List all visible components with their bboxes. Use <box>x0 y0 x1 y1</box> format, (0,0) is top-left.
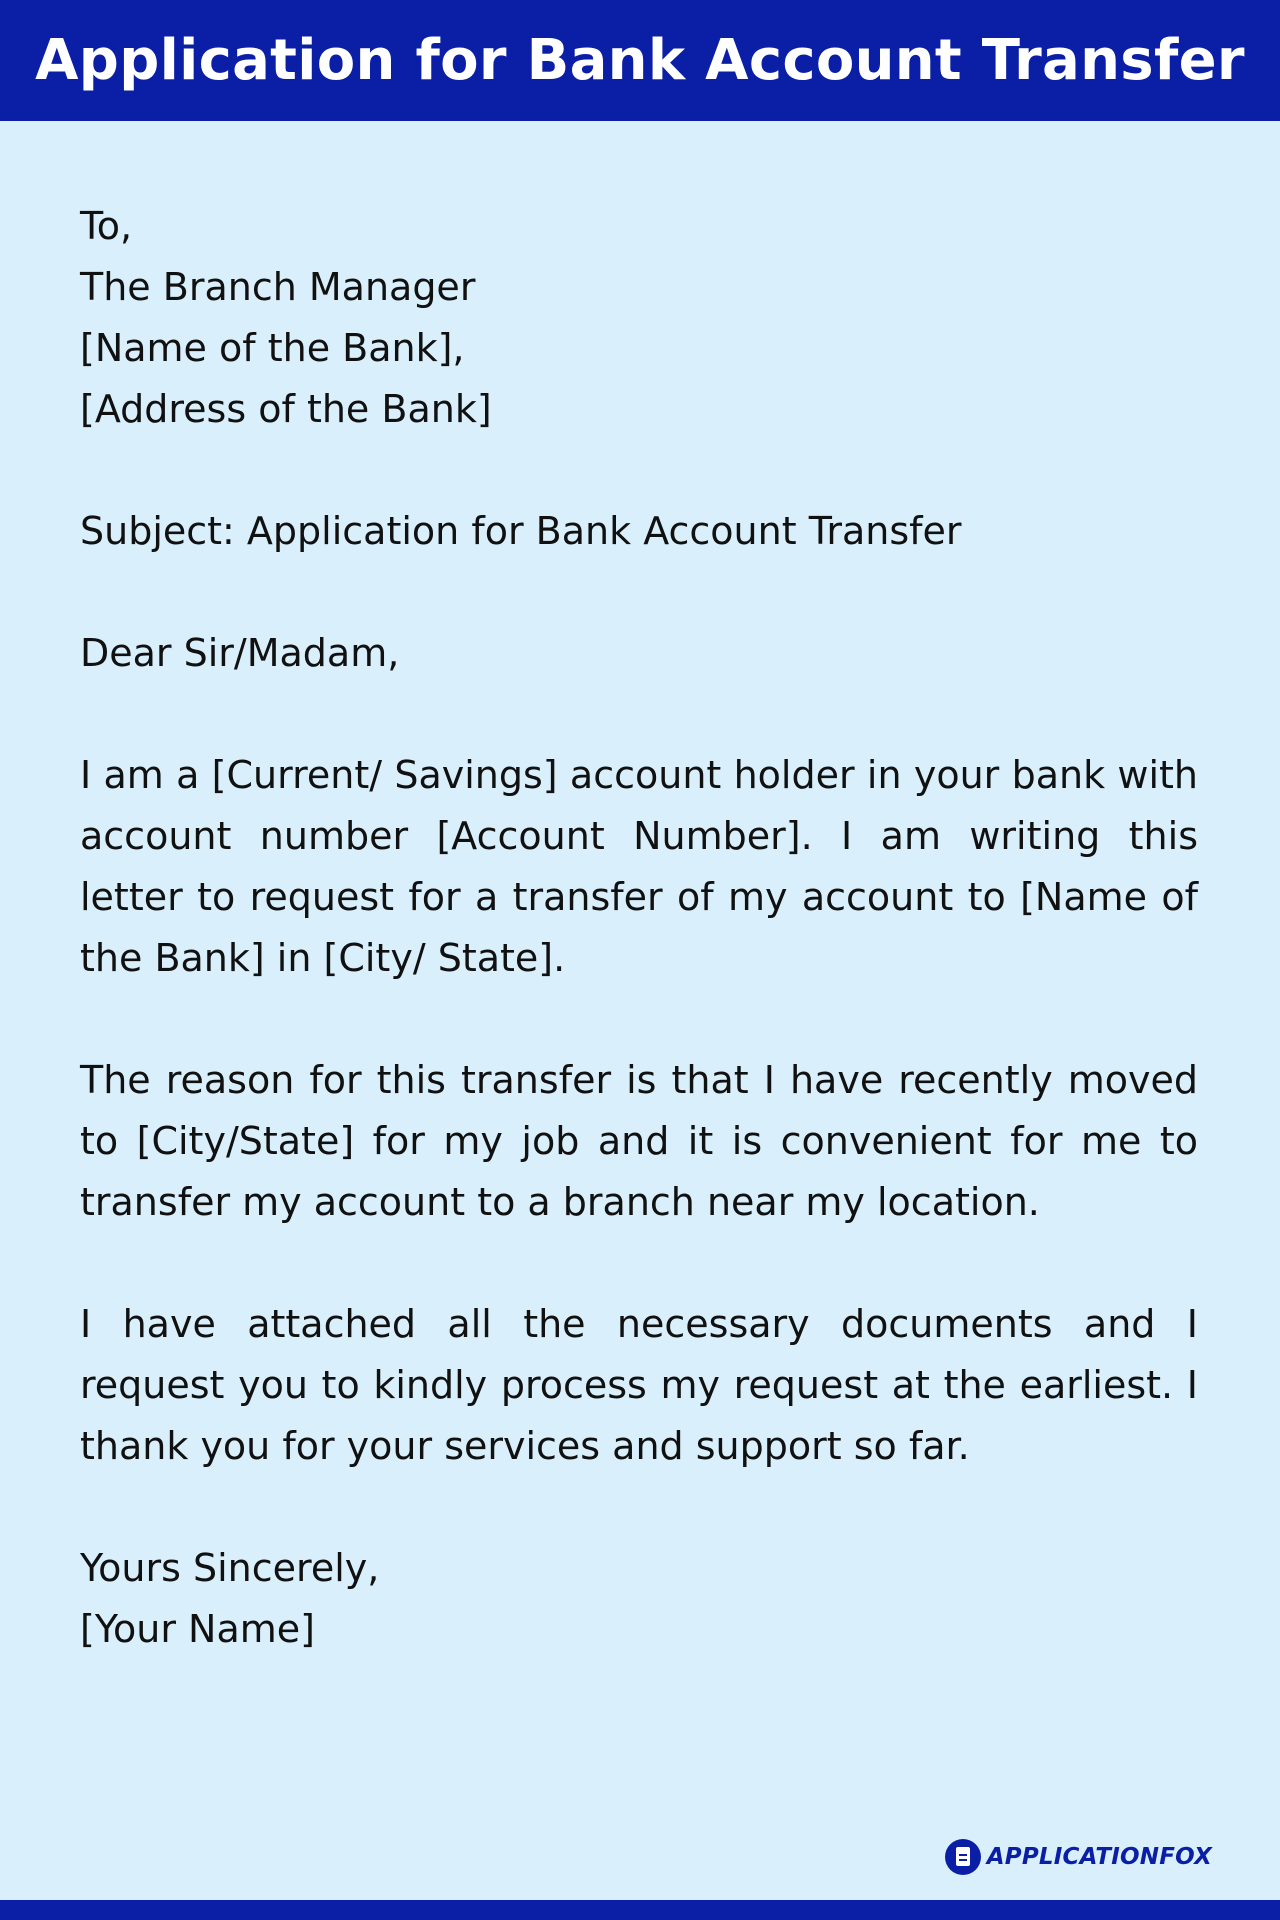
page-title: Application for Bank Account Transfer <box>35 28 1245 93</box>
letter-to: To, <box>80 204 133 248</box>
footer-bar <box>0 1900 1280 1920</box>
letter-paragraph-3: I have attached all the necessary documents and I request you to kindly process my request at the earliest. I thank you for your services and support so far. <box>80 1302 1198 1468</box>
letter-body <box>80 196 1198 1660</box>
header-banner <box>0 0 1280 121</box>
brand-logo <box>945 1837 1212 1877</box>
document-icon <box>945 1839 981 1875</box>
brand-logo-text: APPLICATIONFOX <box>986 1844 1212 1870</box>
letter-signature: [Your Name] <box>80 1607 315 1651</box>
letter-salutation: Dear Sir/Madam, <box>80 631 400 675</box>
letter-closing: Yours Sincerely, <box>80 1546 380 1590</box>
letter-subject: Subject: Application for Bank Account Transfer <box>80 509 962 553</box>
letter-bank-name: [Name of the Bank], <box>80 326 465 370</box>
letter-recipient: The Branch Manager <box>80 265 476 309</box>
letter-paragraph-2: The reason for this transfer is that I have recently moved to [City/State] for my job and it is convenient for me to transfer my account to a branch near my location. <box>80 1058 1198 1224</box>
letter-bank-address: [Address of the Bank] <box>80 387 492 431</box>
letter-paragraph-1: I am a [Current/ Savings] account holder in your bank with account number [Account Number]. I am writing this letter to request for a transfer of my account to [Name of the Bank] in [City/ State]. <box>80 753 1198 980</box>
